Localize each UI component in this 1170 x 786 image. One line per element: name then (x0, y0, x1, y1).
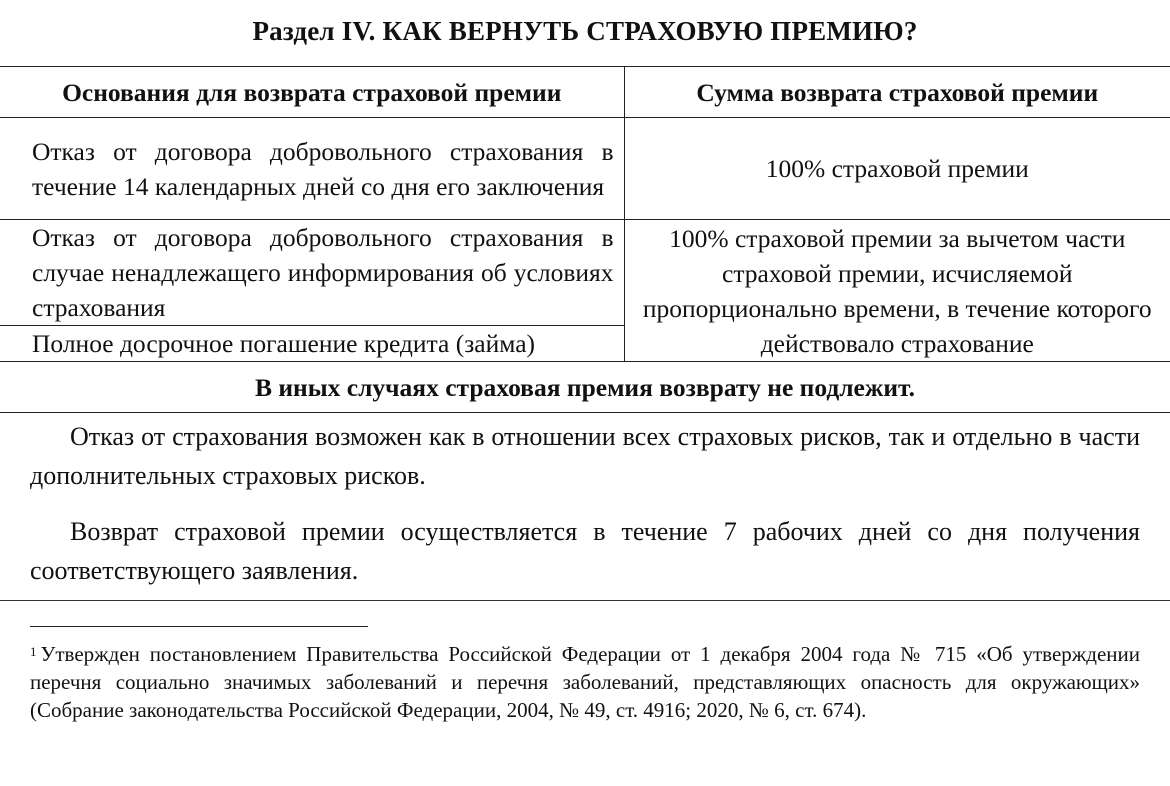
table-row (0, 118, 1170, 220)
row-3-grounds: Полное досрочное погашение кредита (займа) (0, 326, 624, 362)
footnote (30, 640, 1140, 724)
premium-return-table (0, 66, 1170, 413)
table-footer-note: В иных случаях страховая премия возврату не подлежит. (0, 362, 1170, 413)
footnote-separator (30, 626, 368, 627)
row-1-grounds: Отказ от договора добровольного страхования в течение 14 календарных дней со дня его заключения (0, 118, 624, 220)
footnote-mark: 1 (30, 644, 37, 659)
page-divider (0, 600, 1170, 601)
table-header-row (0, 67, 1170, 118)
table-row (0, 220, 1170, 326)
paragraph-refusal: Отказ от страхования возможен как в отношении всех страховых рисков, так и отдельно в части дополнительных страховых рисков. (30, 422, 1140, 490)
header-amount: Сумма возврата страховой премии (624, 67, 1170, 118)
table-footer-row (0, 362, 1170, 413)
footnote-text: Утвержден постановлением Правительства Российской Федерации от 1 декабря 2004 года № 715 «Об утверждении перечня социально значимых заболеваний и перечня заболеваний, представляющих опасность для окружающих» (Собрание законодательства Российской Федерации, 2004, № 49, ст. 4916; 2020, № 6, ст. 674). (30, 642, 1140, 722)
paragraph-refund-term: Возврат страховой премии осуществляется в течение 7 рабочих дней со дня получения соответствующего заявления. (30, 517, 1140, 585)
header-grounds: Основания для возврата страховой премии (0, 67, 624, 118)
row-1-amount: 100% страховой премии (624, 118, 1170, 220)
row-2-grounds: Отказ от договора добровольного страхования в случае ненадлежащего информирования об условиях страхования (0, 220, 624, 326)
row-2-3-amount: 100% страховой премии за вычетом части страховой премии, исчисляемой пропорционально времени, в течение которого действовало страхование (624, 220, 1170, 362)
section-title: Раздел IV. КАК ВЕРНУТЬ СТРАХОВУЮ ПРЕМИЮ? (252, 16, 918, 46)
